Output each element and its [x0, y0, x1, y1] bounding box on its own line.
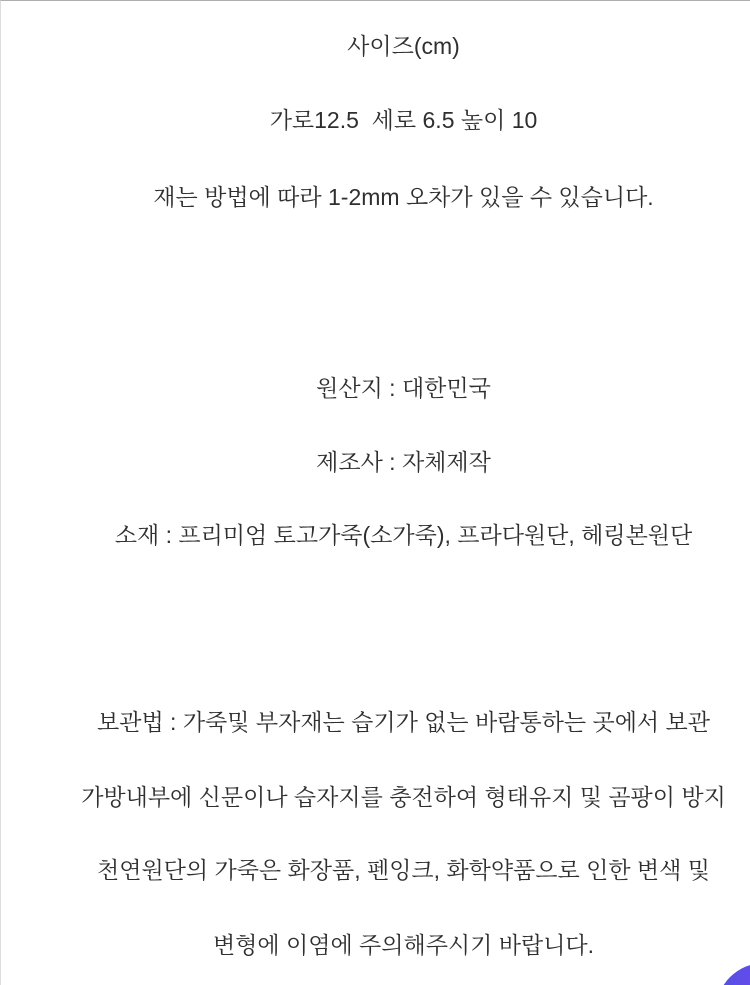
manufacturer-text: 제조사 : 자체제작: [316, 449, 491, 475]
material-text: 소재 : 프리미엄 토고가죽(소가죽), 프라다원단, 헤링본원단: [114, 522, 693, 548]
storage-instructions-line-3: 천연원단의 가죽은 화장품, 펜잉크, 화학약품으로 인한 변색 및: [97, 857, 710, 883]
storage-instructions-line-2: 가방내부에 신문이나 습자지를 충전하여 형태유지 및 곰팡이 방지: [81, 784, 726, 810]
size-dimensions-text: 가로12.5 세로 6.5 높이 10: [269, 107, 538, 133]
size-tolerance-note: 재는 방법에 따라 1-2mm 오차가 있을 수 있습니다.: [153, 184, 654, 210]
origin-text: 원산지 : 대한민국: [316, 375, 491, 401]
storage-instructions-line-4: 변형에 이염에 주의해주시기 바랍니다.: [212, 932, 595, 958]
size-section-title: 사이즈(cm): [347, 33, 460, 59]
storage-instructions-line-1: 보관법 : 가죽및 부자재는 습기가 없는 바람통하는 곳에서 보관: [97, 709, 710, 735]
